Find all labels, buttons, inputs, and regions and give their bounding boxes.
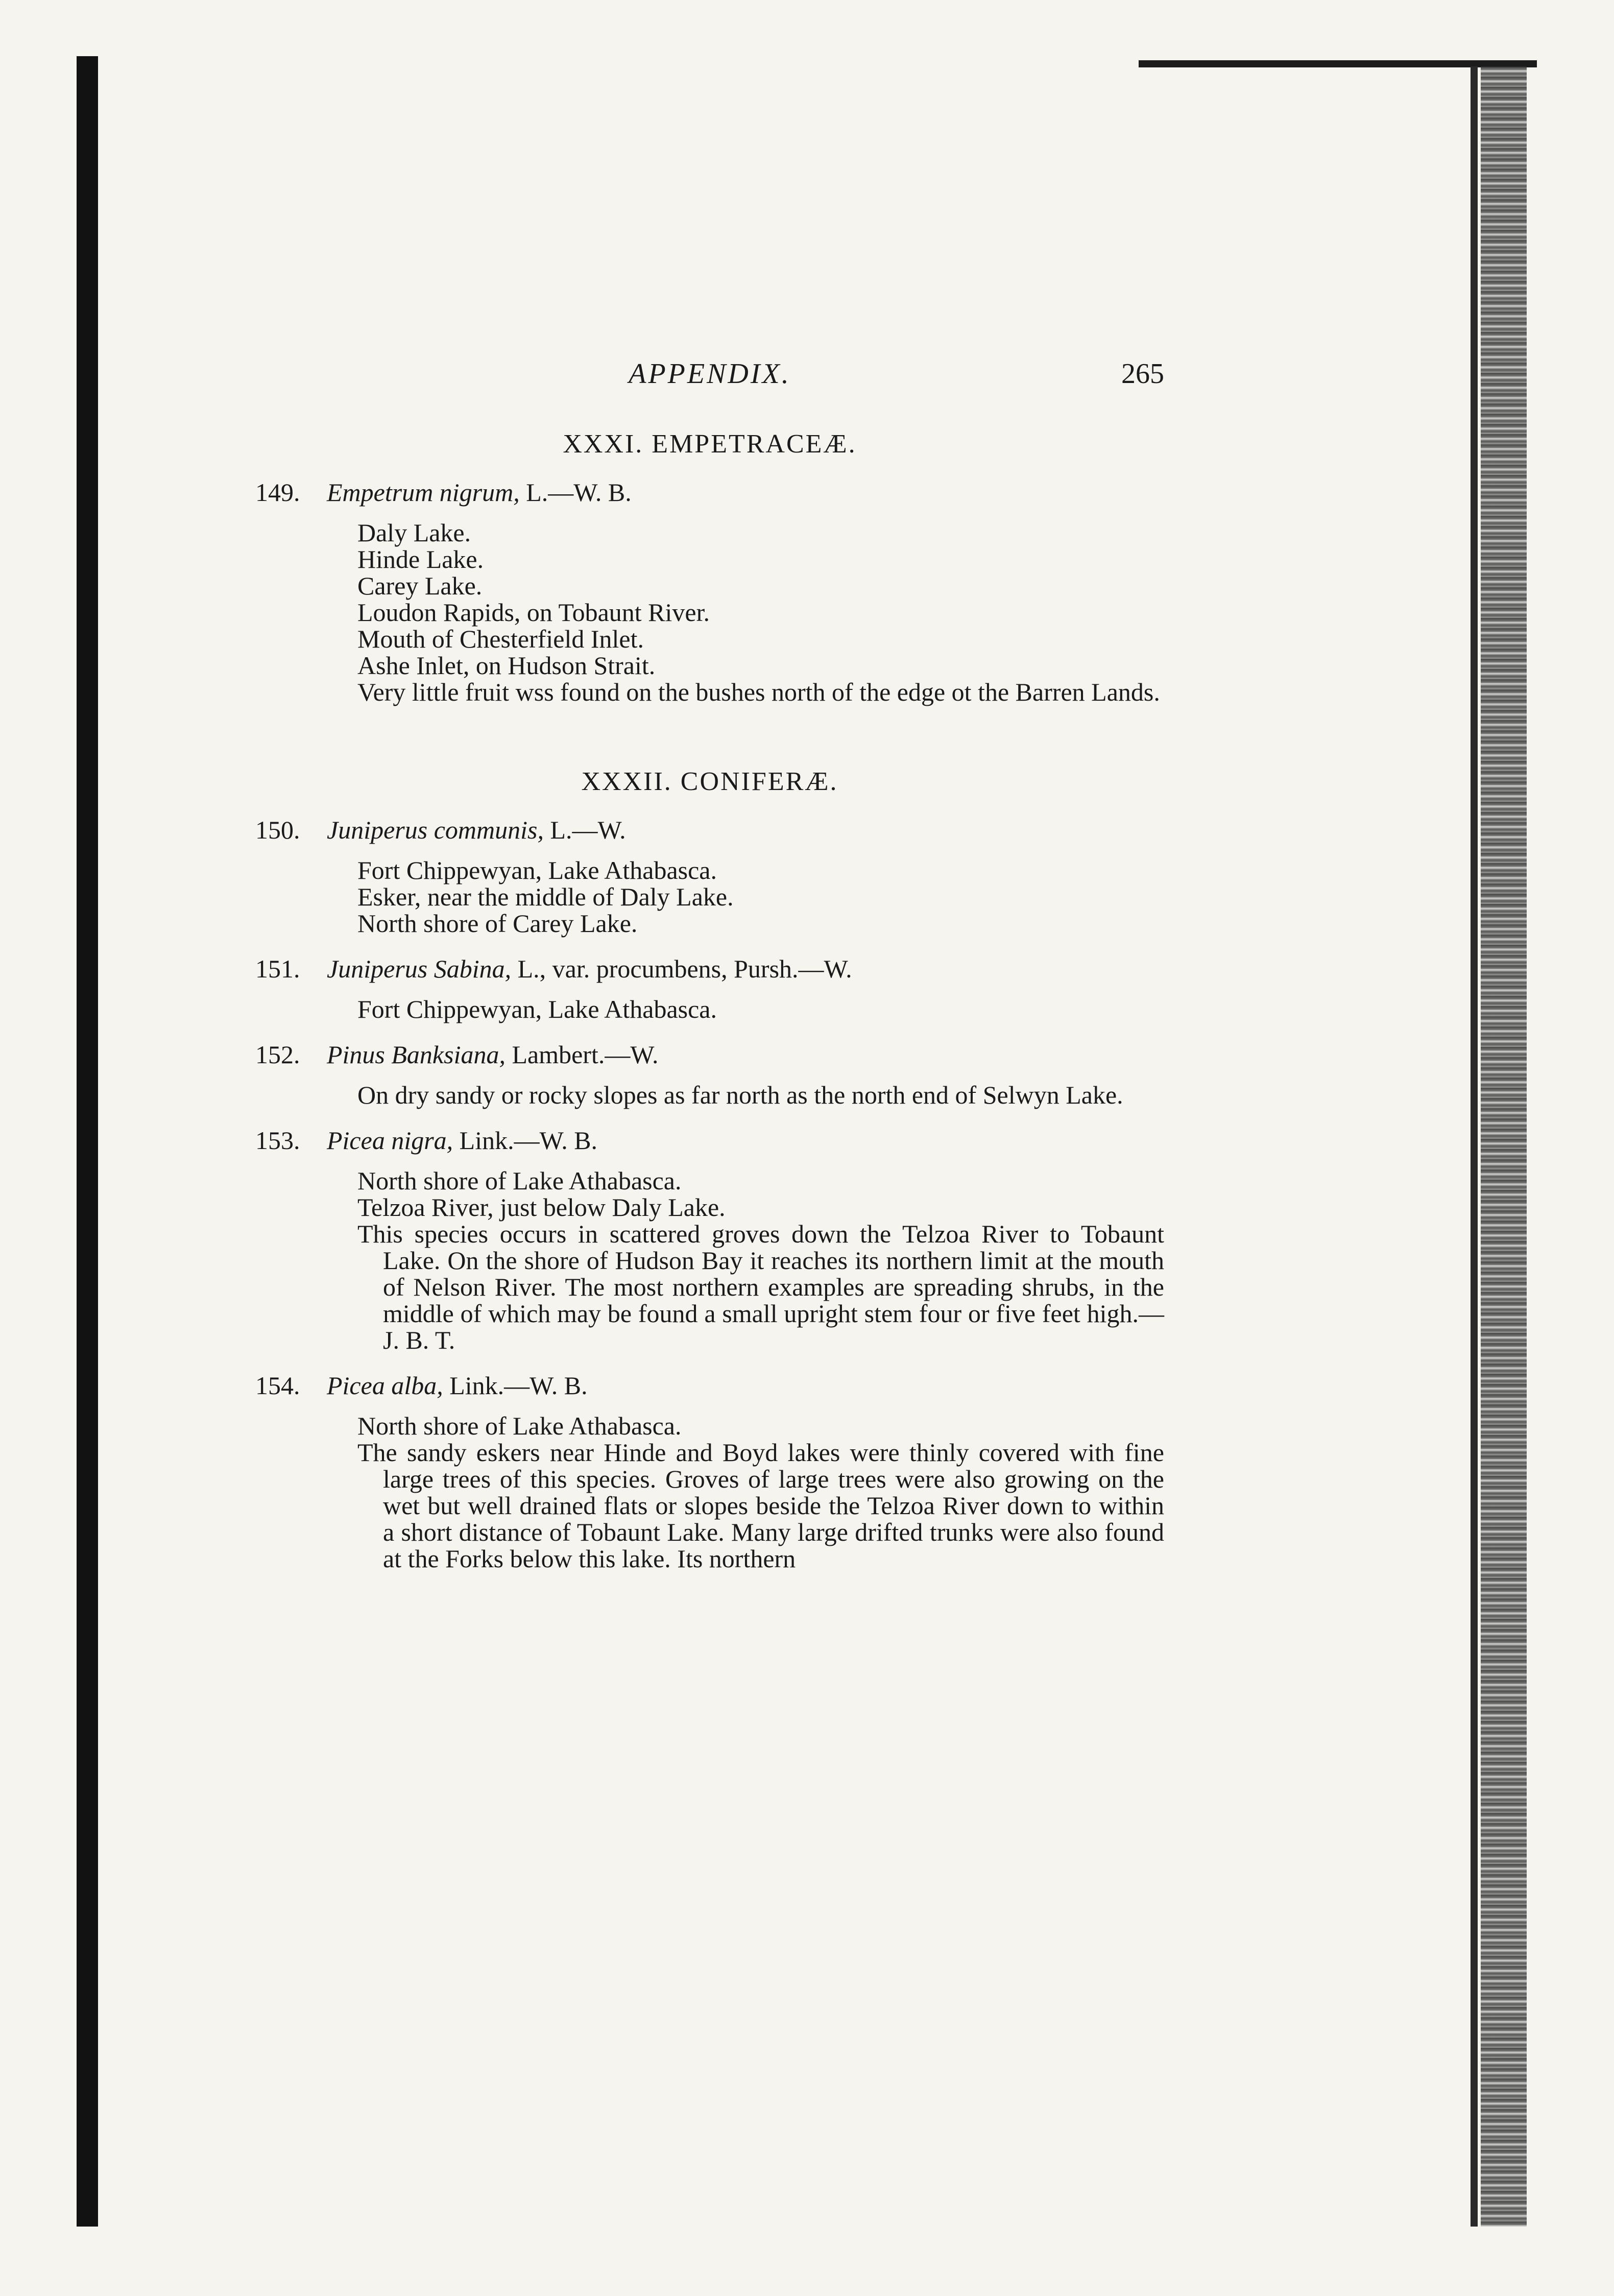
species-number: 152. (255, 1040, 300, 1069)
species-heading (255, 474, 1164, 510)
species-entry (255, 1037, 1164, 1108)
species-number: 154. (255, 1371, 300, 1400)
page-number: 265 (1121, 358, 1164, 390)
locality-line: Daly Lake. (357, 518, 471, 547)
scan-border-right-line (1471, 66, 1478, 2227)
species-authority: L.—W. (543, 816, 626, 844)
page-header (255, 352, 1164, 403)
locality-list (255, 519, 1164, 705)
species-name: Juniperus Sabina, (327, 954, 512, 983)
species-number: 149. (255, 478, 300, 507)
locality-list (255, 857, 1164, 937)
species-number: 151. (255, 954, 300, 983)
running-head: APPENDIX. (629, 358, 791, 390)
species-name: Empetrum nigrum, (327, 478, 520, 507)
species-heading (255, 812, 1164, 848)
locality-line: This species occurs in scattered groves down the Telzoa River to Tobaunt Lake. On the shore of Hudson Bay it reaches its northern limit at the mouth of Nelson River. The most northern examples are spreading shrubs, in the middle of which may be found a small upright stem four or five feet high.—J. B. T. (357, 1219, 1164, 1354)
species-authority: Lambert.—W. (505, 1040, 659, 1069)
locality-line: Esker, near the middle of Daly Lake. (357, 882, 734, 911)
species-entry (255, 951, 1164, 1022)
species-heading (255, 1037, 1164, 1072)
locality-line: The sandy eskers near Hinde and Boyd lakes were thinly covered with fine large trees of this species. Groves of large trees were also growing on the wet but well drained flats or slopes beside the Telzoa River down to within a short distance of Tobaunt Lake. Many large drifted trunks were also found at the Forks below this lake. Its northern (357, 1438, 1164, 1573)
book-page (255, 352, 1164, 1586)
locality-line: Hinde Lake. (357, 545, 484, 573)
species-authority: Link.—W. B. (443, 1371, 588, 1400)
locality-line: Ashe Inlet, on Hudson Strait. (357, 651, 656, 680)
section-title: XXXI. EMPETRACEÆ. (563, 429, 857, 459)
species-heading (255, 1122, 1164, 1158)
species-name: Picea alba, (327, 1371, 443, 1400)
section-title: XXXII. CONIFERÆ. (581, 767, 838, 796)
species-authority: L., var. procumbens, Pursh.—W. (511, 954, 852, 983)
locality-line: Mouth of Chesterfield Inlet. (357, 625, 644, 653)
species-name: Pinus Banksiana, (327, 1040, 505, 1069)
page-content (255, 429, 1164, 1572)
species-entry (255, 812, 1164, 937)
locality-line: Carey Lake. (357, 571, 483, 600)
species-name: Picea nigra, (327, 1126, 453, 1155)
scan-border-left (77, 56, 98, 2227)
locality-line: On dry sandy or rocky slopes as far north as the north end of Selwyn Lake. (357, 1081, 1123, 1109)
species-number: 150. (255, 816, 300, 844)
locality-line: North shore of Carey Lake. (357, 909, 638, 938)
locality-line: North shore of Lake Athabasca. (357, 1412, 682, 1440)
species-heading (255, 951, 1164, 987)
scan-border-right (1481, 66, 1527, 2227)
locality-line: Very little fruit wss found on the bushes north of the edge ot the Barren Lands. (357, 678, 1160, 706)
locality-list (255, 1082, 1164, 1108)
species-entry (255, 1368, 1164, 1572)
species-entry (255, 474, 1164, 705)
locality-line: Loudon Rapids, on Tobaunt River. (357, 598, 710, 627)
locality-list (255, 1167, 1164, 1353)
species-authority: L.—W. B. (519, 478, 632, 507)
species-heading (255, 1368, 1164, 1403)
locality-list (255, 996, 1164, 1022)
species-authority: Link.—W. B. (453, 1126, 598, 1155)
locality-line: North shore of Lake Athabasca. (357, 1166, 682, 1195)
species-name: Juniperus communis, (327, 816, 544, 844)
species-entry (255, 1122, 1164, 1353)
locality-line: Telzoa River, just below Daly Lake. (357, 1193, 726, 1222)
locality-line: Fort Chippewyan, Lake Athabasca. (357, 995, 717, 1023)
locality-list (255, 1413, 1164, 1572)
species-number: 153. (255, 1126, 300, 1155)
locality-line: Fort Chippewyan, Lake Athabasca. (357, 856, 717, 884)
